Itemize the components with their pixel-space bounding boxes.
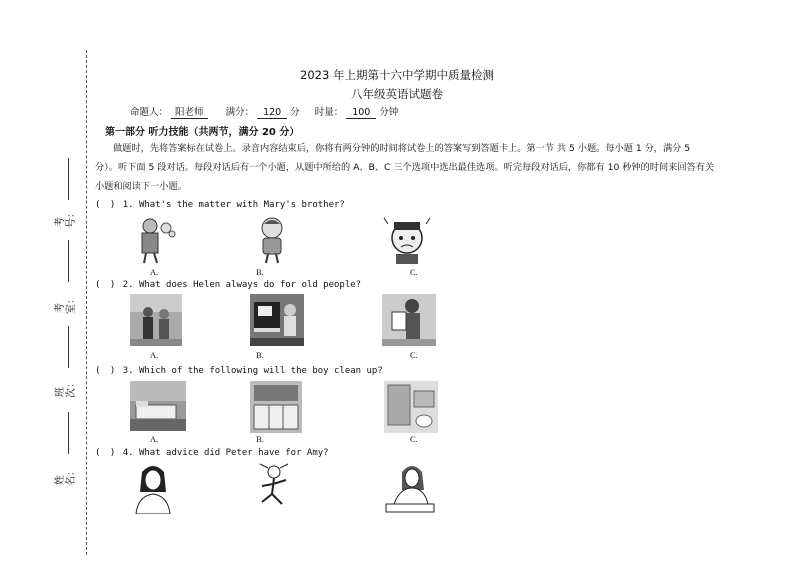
section-instructions: 做题时，先将答案标在试卷上。录音内容结束后，你将有两分钟的时间将试卷上的答案写到答题卡上。第一节 共 5 小题。每小题 1 分，满分 5 分）。听下面 5 段对话。每段对话后有一个小题，从题中所给的 A、B、C 三个选项中选出最佳选项。听完每段对话后，你都有 10 秒钟的时间来回答有关小题和阅读下一小题。	[95, 143, 715, 192]
q2-option-b-image[interactable]	[250, 294, 304, 346]
q2-option-c-label: C.	[410, 350, 418, 360]
answer-paren-4[interactable]: ( )	[95, 448, 118, 458]
q1-option-a-label: A.	[150, 267, 159, 277]
room-blank[interactable]	[68, 240, 69, 282]
q3-option-c-label: C.	[410, 434, 418, 444]
question-2-text: 2. What does Helen always do for old people?	[122, 280, 362, 290]
q1-option-c-label: C.	[410, 267, 418, 277]
score-unit: 分	[290, 107, 300, 118]
answer-paren-1[interactable]: ( )	[95, 200, 118, 210]
side-label-room: 考室：	[55, 294, 77, 314]
class-blank[interactable]	[68, 326, 69, 368]
q4-option-b-image[interactable]	[252, 462, 294, 514]
q2-option-c-image[interactable]	[382, 294, 436, 346]
binding-line	[86, 50, 87, 555]
exam-info	[130, 104, 398, 119]
q2-option-a-image[interactable]	[130, 294, 182, 346]
q4-option-c-image[interactable]	[382, 460, 438, 516]
q1-option-b-label: B.	[256, 267, 264, 277]
time-unit: 分钟	[379, 107, 399, 118]
answer-paren-3[interactable]: ( )	[95, 366, 118, 376]
author-value: 阳老师	[171, 104, 208, 119]
question-2	[95, 280, 361, 290]
question-3	[95, 366, 383, 376]
author-label: 命题人：	[130, 107, 169, 118]
score-label: 满分：	[225, 107, 255, 118]
q1-option-b-image[interactable]	[250, 214, 294, 264]
exam-title: 2023 年上期第十六中学期中质量检测	[300, 68, 494, 82]
q3-option-b-label: B.	[256, 434, 264, 444]
side-label-exam-no: 考号：	[55, 208, 77, 228]
question-4	[95, 448, 329, 458]
name-blank[interactable]	[68, 412, 69, 454]
time-label: 时量：	[314, 107, 344, 118]
q3-option-a-label: A.	[150, 434, 159, 444]
q2-option-a-label: A.	[150, 350, 159, 360]
exam-no-blank[interactable]	[68, 158, 69, 200]
answer-paren-2[interactable]: ( )	[95, 280, 118, 290]
time-value: 100	[346, 107, 376, 119]
q4-option-a-image[interactable]	[128, 462, 178, 514]
question-4-text: 4. What advice did Peter have for Amy?	[122, 448, 329, 458]
q1-option-a-image[interactable]	[130, 214, 182, 264]
side-label-name: 姓名：	[55, 466, 77, 486]
q1-option-c-image[interactable]	[380, 214, 434, 264]
exam-subtitle: 八年级英语试题卷	[351, 87, 443, 101]
q3-option-a-image[interactable]	[130, 381, 186, 431]
section-heading: 第一部分 听力技能（共两节，满分 20 分）	[105, 127, 300, 138]
question-1	[95, 200, 345, 210]
question-3-text: 3. Which of the following will the boy clean up?	[122, 366, 383, 376]
q3-option-b-image[interactable]	[250, 381, 302, 433]
side-label-class: 班次：	[55, 378, 77, 398]
q2-option-b-label: B.	[256, 350, 264, 360]
score-value: 120	[257, 107, 287, 119]
q3-option-c-image[interactable]	[384, 381, 438, 433]
question-1-text: 1. What's the matter with Mary's brother?	[122, 200, 345, 210]
